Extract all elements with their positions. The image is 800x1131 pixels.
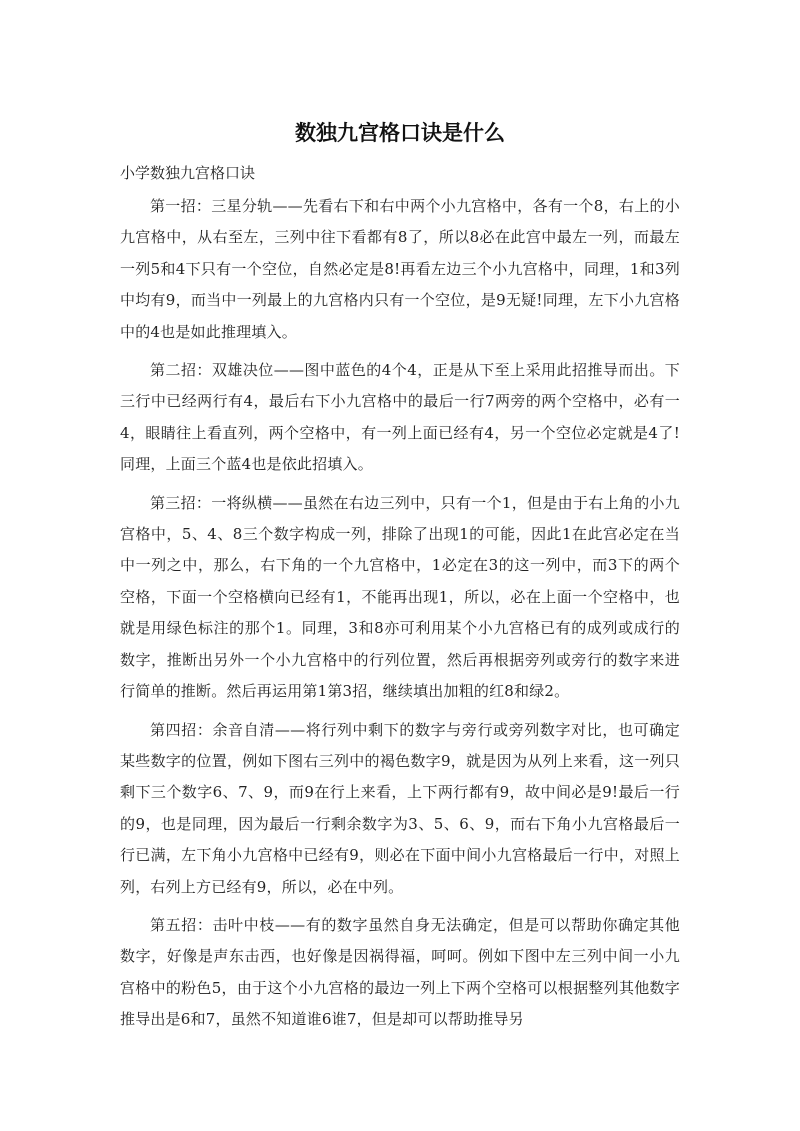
paragraph-tip-5: 第五招：击叶中枝——有的数字虽然自身无法确定，但是可以帮助你确定其他数字，好像是声东击西，也好像是因祸得福，呵呵。例如下图中左三列中间一小九宫格中的粉色5，由于这个小九宫格的最边一列上下两个空格可以根据整列其他数字推导出是6和7，虽然不知道谁6谁7，但是却可以帮助推导另 bbox=[120, 915, 680, 1029]
paragraph-tip-1: 第一招：三星分轨——先看右下和右中两个小九宫格中，各有一个8，右上的小九宫格中，从右至左，三列中往下看都有8了，所以8必在此宫中最左一列，而最左一列5和4下只有一个空位，自然必定是8!再看左边三个小九宫格中，同理，1和3列中均有9，而当中一列最上的九宫格内只有一个空位，是9无疑!同理，左下小九宫格中的4也是如此推理填入。 bbox=[120, 197, 680, 341]
paragraph-tip-2: 第二招：双雄决位——图中蓝色的4个4，正是从下至上采用此招推导而出。下三行中已经两行有4，最后右下小九宫格中的最后一行7两旁的两个空格中，必有一4，眼睛往上看直列，两个空格中，有一列上面已经有4，另一个空位必定就是4了!同理，上面三个蓝4也是依此招填入。 bbox=[120, 361, 680, 474]
subtitle: 小学数独九宫格口诀 bbox=[120, 164, 256, 182]
paragraph-tip-4: 第四招：余音自清——将行列中剩下的数字与旁行或旁列数字对比，也可确定某些数字的位置，例如下图右三列中的褐色数字9，就是因为从列上来看，这一列只剩下三个数字6、7、9，而9在行上来看，上下两行都有9，故中间必是9!最后一行的9，也是同理，因为最后一行剩余数字为3、5、6、9，而右下角小九宫格最后一行已满，左下角小九宫格中已经有9，则必在下面中间小九宫格最后一行中，对照上列，右列上方已经有9，所以，必在中列。 bbox=[120, 720, 680, 896]
paragraph-tip-3: 第三招：一将纵横——虽然在右边三列中，只有一个1，但是由于右上角的小九宫格中，5、4、8三个数字构成一列，排除了出现1的可能，因此1在此宫必定在当中一列之中，那么，右下角的一个九宫格中，1必定在3的这一列中，而3下的两个空格，下面一个空格横向已经有1，不能再出现1，所以，必在上面一个空格中，也就是用绿色标注的那个1。同理，3和8亦可利用某个小九宫格已有的成列或成行的数字，推断出另外一个小九宫格中的行列位置，然后再根据旁列或旁行的数字来进行简单的推断。然后再运用第1第3招，继续填出加粗的红8和绿2。 bbox=[120, 493, 680, 701]
page-title: 数独九宫格口诀是什么 bbox=[295, 121, 505, 145]
body-text bbox=[120, 191, 680, 1043]
